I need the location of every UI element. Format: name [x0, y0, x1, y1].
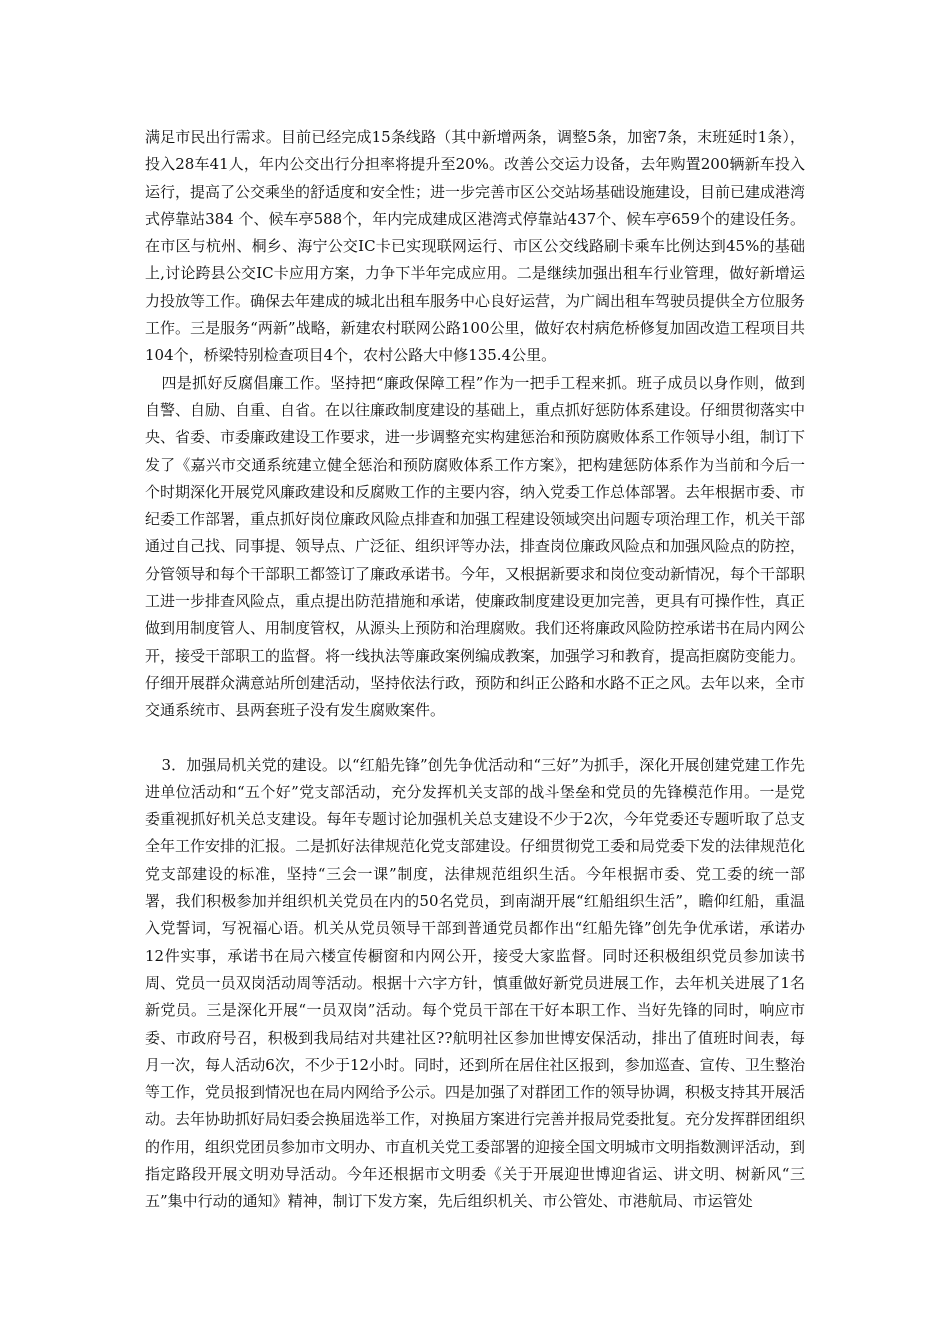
- document-body: [145, 124, 805, 1216]
- paragraph-spacer: [145, 725, 805, 752]
- paragraph-anti-corruption: 四是抓好反腐倡廉工作。坚持把“廉政保障工程”作为一把手工程来抓。班子成员以身作则，做到自警、自励、自重、自省。在以往廉政制度建设的基础上，重点抓好惩防体系建设。仔细贯彻落实中央、省委、市委廉政建设工作要求，进一步调整充实构建惩治和预防腐败体系工作领导小组，制订下发了《嘉兴市交通系统建立健全惩治和预防腐败体系工作方案》，把构建惩防体系作为当前和今后一个时期深化开展党风廉政建设和反腐败工作的主要内容，纳入党委工作总体部署。去年根据市委、市纪委工作部署，重点抓好岗位廉政风险点排查和加强工程建设领域突出问题专项治理工作，机关干部通过自己找、同事提、领导点、广泛征、组织评等办法，排查岗位廉政风险点和加强风险点的防控，分管领导和每个干部职工都签订了廉政承诺书。今年，又根据新要求和岗位变动新情况，每个干部职工进一步排查风险点，重点提出防范措施和承诺，使廉政制度建设更加完善，更具有可操作性，真正做到用制度管人、用制度管权，从源头上预防和治理腐败。我们还将廉政风险防控承诺书在局内网公开，接受干部职工的监督。将一线执法等廉政案例编成教案，加强学习和教育，提高拒腐防变能力。仔细开展群众满意站所创建活动，坚持依法行政，预防和纠正公路和水路不正之风。去年以来，全市交通系统市、县两套班子没有发生腐败案件。: [145, 373, 806, 720]
- paragraph-transport-services: 满足市民出行需求。目前已经完成15条线路（其中新增两条，调整5条，加密7条，末班延时1条），投入28车41人，年内公交出行分担率将提升至20%。改善公交运力设备，去年购置200辆新车投入运行，提高了公交乘坐的舒适度和安全性；进一步完善市区公交站场基础设施建设，目前已建成港湾式停靠站384 个、候车亭588个，年内完成建成区港湾式停靠站437个、候车亭659个的建设任务。在市区与杭州、桐乡、海宁公交IC卡已实现联网运行、市区公交线路刷卡乘车比例达到45%的基础上,讨论跨县公交IC卡应用方案，力争下半年完成应用。二是继续加强出租车行业管理，做好新增运力投放等工作。确保去年建成的城北出租车服务中心良好运营，为广阔出租车驾驶员提供全方位服务工作。三是服务“两新”战略，新建农村联网公路100公里，做好农村病危桥修复加固改造工程项目共104个，桥梁特别检查项目4个，农村公路大中修135.4公里。: [145, 128, 806, 365]
- paragraph-party-building: 3．加强局机关党的建设。以“红船先锋”创先争优活动和“三好”为抓手，深化开展创建党建工作先进单位活动和“五个好”党支部活动，充分发挥机关支部的战斗堡垒和党员的先锋模范作用。一是党委重视抓好机关总支建设。每年专题讨论加强机关总支建设不少于2次，今年党委还专题听取了总支全年工作安排的汇报。二是抓好法律规范化党支部建设。仔细贯彻党工委和局党委下发的法律规范化党支部建设的标准，坚持“三会一课”制度，法律规范组织生活。今年根据市委、党工委的统一部署，我们积极参加并组织机关党员在内的50名党员，到南湖开展“红船组织生活”，瞻仰红船，重温入党誓词，写祝福心语。机关从党员领导干部到普通党员都作出“红船先锋”创先争优承诺，承诺办12件实事，承诺书在局六楼宣传橱窗和内网公开，接受大家监督。同时还积极组织党员参加读书周、党员一员双岗活动周等活动。根据十六字方针，慎重做好新党员进展工作，去年机关进展了1名新党员。三是深化开展“一员双岗”活动。每个党员干部在干好本职工作、当好先锋的同时，响应市委、市政府号召，积极到我局结对共建社区??航明社区参加世博安保活动，排出了值班时间表，每月一次，每人活动6次，不少于12小时。同时，还到所在居住社区报到，参加巡查、宣传、卫生整治等工作，党员报到情况也在局内网给予公示。四是加强了对群团工作的领导协调，积极支持其开展活动。去年协助抓好局妇委会换届选举工作，对换届方案进行完善并报局党委批复。充分发挥群团组织的作用，组织党团员参加市文明办、市直机关党工委部署的迎接全国文明城市文明指数测评活动，到指定路段开展文明劝导活动。今年还根据市文明委《关于开展迎世博迎省运、讲文明、树新风“三五”集中行动的通知》精神，制订下发方案，先后组织机关、市公管处、市港航局、市运管处: [145, 755, 806, 1211]
